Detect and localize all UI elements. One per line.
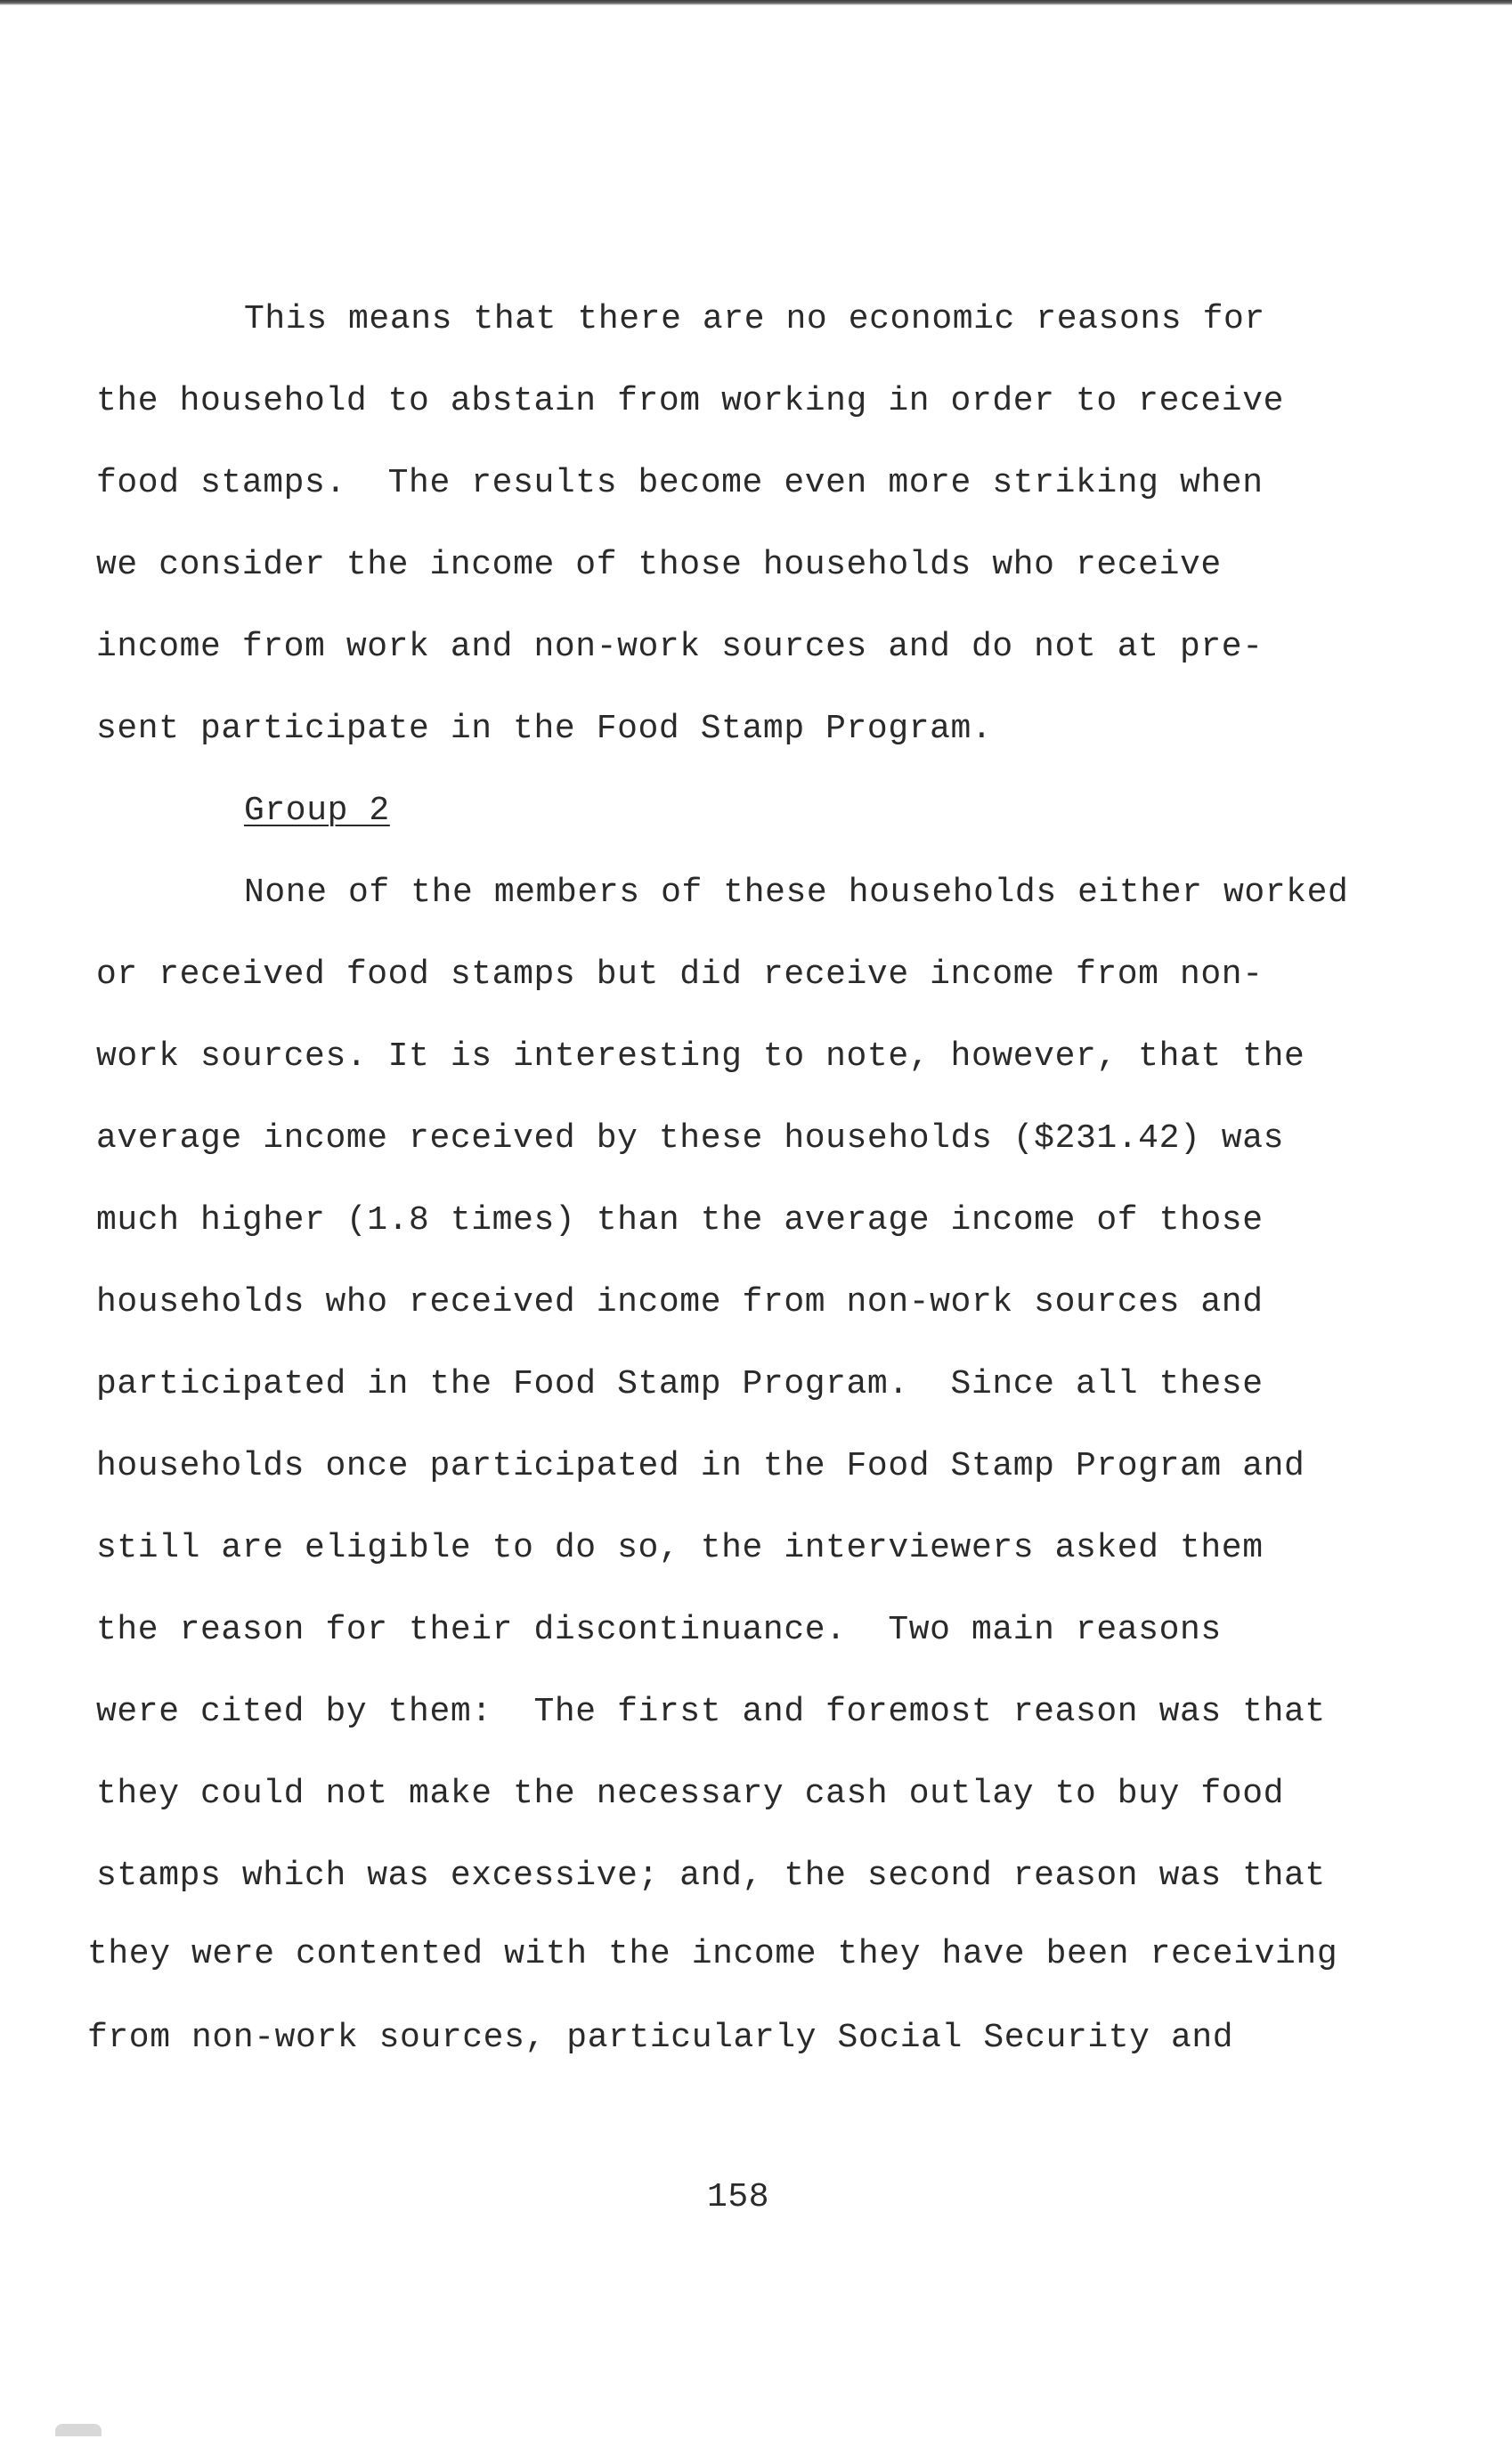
paragraph-2-line-3: work sources. It is interesting to note, however, that the [96, 1037, 1305, 1076]
paragraph-2-line-11: were cited by them: The first and foremost reason was that [96, 1693, 1326, 1731]
section-heading: Group 2 [244, 792, 390, 830]
paragraph-2-line-6: households who received income from non-work sources and [96, 1283, 1264, 1321]
paragraph-1-line-6: sent participate in the Food Stamp Program. [96, 710, 993, 748]
paragraph-2-line-15: from non-work sources, particularly Social Security and [87, 2019, 1234, 2057]
page-number: 158 [707, 2178, 770, 2216]
paragraph-2-line-1: None of the members of these households either worked [244, 874, 1349, 912]
paragraph-2-line-10: the reason for their discontinuance. Two main reasons [96, 1611, 1222, 1649]
paragraph-2-line-2: or received food stamps but did receive income from non- [96, 955, 1264, 994]
paragraph-1-line-2: the household to abstain from working in order to receive [96, 382, 1285, 420]
paragraph-1-line-4: we consider the income of those households who receive [96, 546, 1222, 584]
scan-artifact [55, 2424, 102, 2436]
paragraph-1-line-5: income from work and non-work sources and do not at pre- [96, 628, 1264, 666]
paragraph-2-line-4: average income received by these households ($231.42) was [96, 1119, 1285, 1158]
paragraph-2-line-12: they could not make the necessary cash outlay to buy food [96, 1775, 1285, 1813]
paragraph-2-line-14: they were contented with the income they have been receiving [87, 1935, 1338, 1973]
paragraph-2-line-9: still are eligible to do so, the interviewers asked them [96, 1529, 1264, 1567]
paragraph-2-line-8: households once participated in the Food Stamp Program and [96, 1447, 1305, 1485]
paragraph-1-line-1: This means that there are no economic reasons for [244, 300, 1265, 338]
paragraph-2-line-7: participated in the Food Stamp Program. Since all these [96, 1365, 1264, 1403]
paragraph-2-line-13: stamps which was excessive; and, the second reason was that [96, 1857, 1326, 1895]
paragraph-2-line-5: much higher (1.8 times) than the average income of those [96, 1201, 1264, 1240]
paragraph-1-line-3: food stamps. The results become even more striking when [96, 464, 1264, 502]
